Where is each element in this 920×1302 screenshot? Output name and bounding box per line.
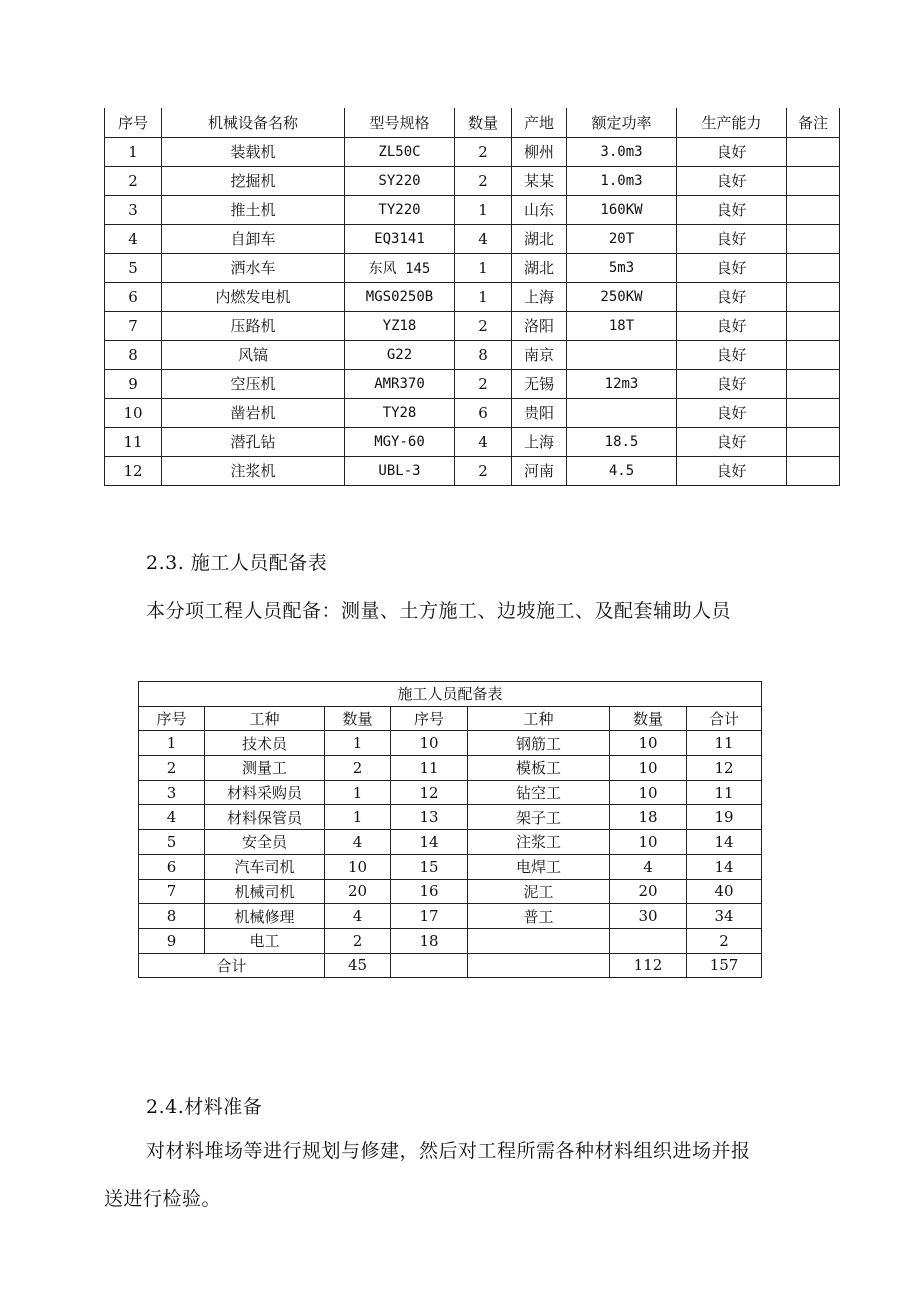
table-cell: 18 (610, 805, 687, 830)
table-cell: 5 (139, 830, 205, 855)
table-cell: 4 (325, 830, 391, 855)
table-cell: 汽车司机 (205, 854, 325, 879)
table-cell: 洒水车 (162, 253, 345, 282)
table-cell: 8 (455, 340, 512, 369)
table-cell: 贵阳 (512, 398, 567, 427)
equipment-header-cell: 生产能力 (677, 108, 787, 137)
table-cell: 12 (391, 780, 468, 805)
table-cell: 4 (139, 805, 205, 830)
table-row (139, 830, 762, 855)
table-cell (610, 928, 687, 953)
table-row (139, 731, 762, 756)
staff-header-cell: 数量 (610, 706, 687, 731)
table-cell: TY220 (345, 195, 455, 224)
table-cell: 架子工 (468, 805, 610, 830)
staff-header-cell: 序号 (391, 706, 468, 731)
table-cell: 1 (105, 137, 162, 166)
table-cell: 装载机 (162, 137, 345, 166)
table-row (105, 282, 840, 311)
table-cell (787, 195, 840, 224)
table-cell: 2 (325, 756, 391, 781)
table-cell: 8 (105, 340, 162, 369)
table-cell: 良好 (677, 340, 787, 369)
equipment-header-cell: 序号 (105, 108, 162, 137)
table-cell: 上海 (512, 427, 567, 456)
table-cell: 250KW (567, 282, 677, 311)
table-cell: 10 (610, 731, 687, 756)
table-cell: AMR370 (345, 369, 455, 398)
table-cell: 1 (139, 731, 205, 756)
table-cell: 16 (391, 879, 468, 904)
table-cell: 4 (325, 904, 391, 929)
table-cell: 9 (105, 369, 162, 398)
table-cell: 2 (687, 928, 762, 953)
table-row (139, 904, 762, 929)
table-cell: 材料采购员 (205, 780, 325, 805)
table-cell: 11 (687, 731, 762, 756)
table-cell: 电焊工 (468, 854, 610, 879)
section-2-4-text-line1: 对材料堆场等进行规划与修建，然后对工程所需各种材料组织进场并报 (146, 1140, 751, 1162)
table-cell: 1 (455, 195, 512, 224)
table-cell: 11 (105, 427, 162, 456)
table-cell: 机械修理 (205, 904, 325, 929)
table-cell (787, 456, 840, 485)
table-cell: 良好 (677, 166, 787, 195)
table-cell (567, 340, 677, 369)
staff-header-row (139, 706, 762, 731)
table-row (105, 398, 840, 427)
table-cell: MGY-60 (345, 427, 455, 456)
table-cell: 15 (391, 854, 468, 879)
total-sum-cell: 157 (687, 953, 762, 978)
table-cell: 南京 (512, 340, 567, 369)
table-cell: 20T (567, 224, 677, 253)
table-row (139, 780, 762, 805)
table-cell: 推土机 (162, 195, 345, 224)
table-cell: 12 (105, 456, 162, 485)
table-cell: 4 (455, 224, 512, 253)
total-type2-cell (468, 953, 610, 978)
table-row (139, 756, 762, 781)
table-cell: 模板工 (468, 756, 610, 781)
table-cell: ZL50C (345, 137, 455, 166)
table-cell: 良好 (677, 427, 787, 456)
table-cell: 10 (105, 398, 162, 427)
staff-header-cell: 数量 (325, 706, 391, 731)
total-seq2-cell (391, 953, 468, 978)
table-cell: 技术员 (205, 731, 325, 756)
table-cell: 注浆机 (162, 456, 345, 485)
table-cell: 10 (610, 830, 687, 855)
table-cell: 4 (105, 224, 162, 253)
table-row (105, 253, 840, 282)
table-cell: 12m3 (567, 369, 677, 398)
table-cell: EQ3141 (345, 224, 455, 253)
table-cell: 空压机 (162, 369, 345, 398)
table-cell (787, 166, 840, 195)
table-cell: 良好 (677, 398, 787, 427)
staff-table-caption: 施工人员配备表 (139, 682, 762, 707)
table-cell: 良好 (677, 311, 787, 340)
table-cell: 内燃发电机 (162, 282, 345, 311)
table-cell: 良好 (677, 195, 787, 224)
table-cell: 潜孔钻 (162, 427, 345, 456)
table-row (105, 456, 840, 485)
table-cell: 10 (391, 731, 468, 756)
table-cell: 电工 (205, 928, 325, 953)
table-cell: 1 (325, 780, 391, 805)
table-cell: 6 (105, 282, 162, 311)
table-cell: 上海 (512, 282, 567, 311)
total-qty2-cell: 112 (610, 953, 687, 978)
table-cell: 10 (610, 780, 687, 805)
table-cell: SY220 (345, 166, 455, 195)
table-cell: 2 (455, 137, 512, 166)
table-cell: 40 (687, 879, 762, 904)
table-cell: 7 (105, 311, 162, 340)
table-cell: 14 (687, 854, 762, 879)
equipment-header-cell: 机械设备名称 (162, 108, 345, 137)
table-cell: 自卸车 (162, 224, 345, 253)
table-cell (787, 224, 840, 253)
equipment-header-cell: 数量 (455, 108, 512, 137)
table-cell: 1 (455, 282, 512, 311)
table-cell: 普工 (468, 904, 610, 929)
table-cell: 无锡 (512, 369, 567, 398)
table-cell: 1 (455, 253, 512, 282)
table-cell: 4.5 (567, 456, 677, 485)
table-cell: 7 (139, 879, 205, 904)
table-row (139, 879, 762, 904)
table-cell: 10 (325, 854, 391, 879)
table-cell: 测量工 (205, 756, 325, 781)
staff-header-cell: 序号 (139, 706, 205, 731)
equipment-header-cell: 额定功率 (567, 108, 677, 137)
table-row (105, 166, 840, 195)
table-cell: 良好 (677, 456, 787, 485)
table-cell: 良好 (677, 282, 787, 311)
table-cell: 34 (687, 904, 762, 929)
table-row (105, 195, 840, 224)
equipment-header-cell: 产地 (512, 108, 567, 137)
table-cell: 18.5 (567, 427, 677, 456)
table-cell: 注浆工 (468, 830, 610, 855)
table-cell: 良好 (677, 253, 787, 282)
table-cell (787, 369, 840, 398)
table-cell: 湖北 (512, 253, 567, 282)
table-cell: 3 (139, 780, 205, 805)
section-2-4-heading: 2.4.材料准备 (146, 1096, 263, 1118)
table-row (105, 137, 840, 166)
table-cell: 风镐 (162, 340, 345, 369)
table-cell: 11 (391, 756, 468, 781)
table-cell: 2 (325, 928, 391, 953)
table-cell: 山东 (512, 195, 567, 224)
table-cell: 18 (391, 928, 468, 953)
table-cell (567, 398, 677, 427)
equipment-header-cell: 型号规格 (345, 108, 455, 137)
table-row (139, 928, 762, 953)
table-cell: MGS0250B (345, 282, 455, 311)
equipment-header-cell: 备注 (787, 108, 840, 137)
table-row (105, 224, 840, 253)
table-cell (787, 137, 840, 166)
table-cell: TY28 (345, 398, 455, 427)
table-cell (787, 311, 840, 340)
table-cell: 10 (610, 756, 687, 781)
table-cell: 14 (687, 830, 762, 855)
table-row (105, 369, 840, 398)
table-cell: 8 (139, 904, 205, 929)
table-cell: 20 (325, 879, 391, 904)
table-cell (787, 253, 840, 282)
table-cell: 湖北 (512, 224, 567, 253)
table-cell: 20 (610, 879, 687, 904)
staff-total-row (139, 953, 762, 978)
total-label-cell: 合计 (139, 953, 325, 978)
section-2-4-text-line2: 送进行检验。 (104, 1188, 222, 1210)
table-cell: 160KW (567, 195, 677, 224)
table-cell: YZ18 (345, 311, 455, 340)
staff-header-cell: 工种 (205, 706, 325, 731)
table-cell: 17 (391, 904, 468, 929)
staff-table (138, 681, 762, 978)
table-cell: 某某 (512, 166, 567, 195)
table-cell: 钢筋工 (468, 731, 610, 756)
total-qty1-cell: 45 (325, 953, 391, 978)
table-cell: 挖掘机 (162, 166, 345, 195)
table-row (139, 854, 762, 879)
table-cell: 3 (105, 195, 162, 224)
table-cell: 2 (455, 456, 512, 485)
table-cell: 良好 (677, 224, 787, 253)
table-cell: 18T (567, 311, 677, 340)
table-cell: 泥工 (468, 879, 610, 904)
table-cell: 河南 (512, 456, 567, 485)
table-row (105, 340, 840, 369)
table-cell: G22 (345, 340, 455, 369)
table-cell: 13 (391, 805, 468, 830)
table-cell: 2 (455, 369, 512, 398)
table-cell: 钻空工 (468, 780, 610, 805)
section-2-3-text: 本分项工程人员配备：测量、土方施工、边坡施工、及配套辅助人员 (146, 600, 732, 622)
table-cell: 6 (455, 398, 512, 427)
table-cell: 凿岩机 (162, 398, 345, 427)
table-cell (787, 340, 840, 369)
table-cell: 30 (610, 904, 687, 929)
table-cell: 4 (455, 427, 512, 456)
table-cell (468, 928, 610, 953)
table-cell: 良好 (677, 369, 787, 398)
table-cell: 5 (105, 253, 162, 282)
staff-header-cell: 工种 (468, 706, 610, 731)
table-cell: 压路机 (162, 311, 345, 340)
table-cell: 柳州 (512, 137, 567, 166)
table-cell: 1.0m3 (567, 166, 677, 195)
table-cell: 2 (139, 756, 205, 781)
table-row (105, 311, 840, 340)
table-cell: 6 (139, 854, 205, 879)
equipment-header-row (105, 108, 840, 137)
table-cell: 9 (139, 928, 205, 953)
table-cell: 11 (687, 780, 762, 805)
table-cell: 4 (610, 854, 687, 879)
table-cell: 材料保管员 (205, 805, 325, 830)
table-cell: UBL-3 (345, 456, 455, 485)
table-cell (787, 427, 840, 456)
table-cell: 良好 (677, 137, 787, 166)
table-cell: 1 (325, 805, 391, 830)
table-cell: 2 (455, 311, 512, 340)
section-2-3-heading: 2.3. 施工人员配备表 (146, 552, 328, 574)
table-cell: 东风 145 (345, 253, 455, 282)
table-cell: 5m3 (567, 253, 677, 282)
table-cell: 安全员 (205, 830, 325, 855)
table-cell: 2 (455, 166, 512, 195)
table-cell: 1 (325, 731, 391, 756)
table-cell: 机械司机 (205, 879, 325, 904)
table-row (139, 805, 762, 830)
table-cell (787, 398, 840, 427)
table-cell (787, 282, 840, 311)
equipment-table (104, 108, 840, 486)
table-cell: 12 (687, 756, 762, 781)
table-cell: 3.0m3 (567, 137, 677, 166)
table-cell: 19 (687, 805, 762, 830)
table-row (105, 427, 840, 456)
table-cell: 14 (391, 830, 468, 855)
table-cell: 2 (105, 166, 162, 195)
staff-header-cell: 合计 (687, 706, 762, 731)
table-cell: 洛阳 (512, 311, 567, 340)
